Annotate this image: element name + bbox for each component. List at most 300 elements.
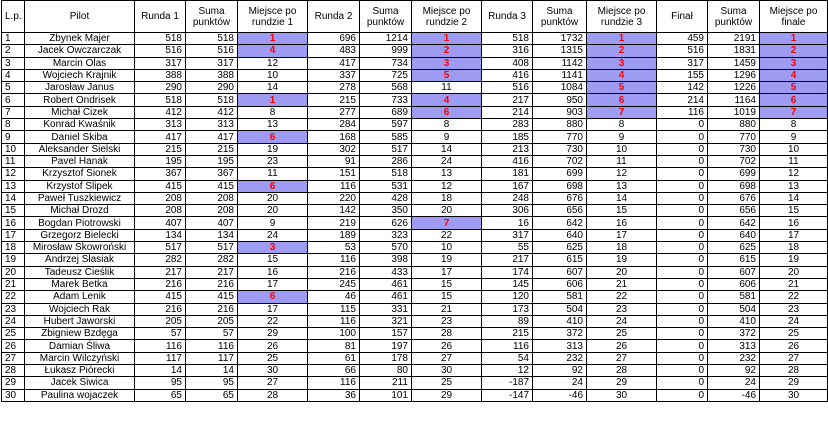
place-after-round1: 1 [238,94,308,106]
place-after-round3: 25 [587,328,657,340]
round1-score: 517 [135,242,186,254]
row-number: 13 [2,180,25,192]
place-after-final: 2 [760,45,828,57]
place-after-round2: 8 [412,119,482,131]
round3-sum: 698 [533,180,587,192]
table-row [2,229,828,241]
round3-score: 54 [482,352,533,364]
row-number: 20 [2,266,25,278]
round1-sum: 217 [186,266,238,278]
round3-sum: 1142 [533,57,587,69]
round1-score: 415 [135,180,186,192]
final-sum: 642 [708,217,760,229]
pilot-name: Łukasz Piórecki [25,365,135,377]
final-sum: 92 [708,365,760,377]
place-after-round2: 19 [412,254,482,266]
round3-sum: 699 [533,168,587,180]
pilot-name: Bogdan Piotrowski [25,217,135,229]
column-header: L.p. [2,1,25,33]
table-row [2,106,828,118]
place-after-final: 24 [760,315,828,327]
place-after-round1: 24 [238,229,308,241]
final-sum: 1164 [708,94,760,106]
round1-sum: 57 [186,328,238,340]
round1-sum: 195 [186,155,238,167]
round1-score: 290 [135,82,186,94]
final-score: 0 [657,315,708,327]
place-after-final: 15 [760,205,828,217]
row-number: 6 [2,94,25,106]
round1-score: 57 [135,328,186,340]
final-sum: 702 [708,155,760,167]
place-after-round1: 17 [238,303,308,315]
table-row [2,33,828,45]
table-row [2,242,828,254]
place-after-round3: 1 [587,33,657,45]
round3-sum: 642 [533,217,587,229]
round1-sum: 215 [186,143,238,155]
row-number: 30 [2,389,25,401]
round3-sum: 1084 [533,82,587,94]
round3-sum: 581 [533,291,587,303]
place-after-final: 4 [760,69,828,81]
round1-score: 518 [135,33,186,45]
round3-sum: 640 [533,229,587,241]
final-sum: 607 [708,266,760,278]
place-after-round2: 20 [412,205,482,217]
round2-sum: 461 [360,291,412,303]
round2-score: 696 [308,33,360,45]
round3-sum: 625 [533,242,587,254]
row-number: 4 [2,69,25,81]
place-after-round2: 13 [412,168,482,180]
pilot-name: Hubert Jaworski [25,315,135,327]
round2-sum: 331 [360,303,412,315]
place-after-round2: 15 [412,291,482,303]
table-row [2,168,828,180]
place-after-round1: 11 [238,168,308,180]
place-after-round3: 13 [587,180,657,192]
final-sum: 1296 [708,69,760,81]
round2-score: 278 [308,82,360,94]
place-after-round2: 7 [412,217,482,229]
final-sum: 1459 [708,57,760,69]
pilot-name: Marcin Wilczyński [25,352,135,364]
round2-score: 66 [308,365,360,377]
pilot-name: Konrad Kwaśnik [25,119,135,131]
table-row [2,352,828,364]
place-after-round1: 23 [238,155,308,167]
round3-score: 217 [482,94,533,106]
final-score: 0 [657,168,708,180]
round3-score: 173 [482,303,533,315]
place-after-round2: 12 [412,180,482,192]
final-score: 142 [657,82,708,94]
round2-sum: 350 [360,205,412,217]
final-sum: 410 [708,315,760,327]
round3-score: 145 [482,278,533,290]
final-score: 0 [657,266,708,278]
place-after-round3: 5 [587,82,657,94]
table-row [2,57,828,69]
place-after-final: 12 [760,168,828,180]
row-number: 26 [2,340,25,352]
round3-sum: 504 [533,303,587,315]
column-header: Pilot [25,1,135,33]
round1-score: 95 [135,377,186,389]
final-sum: 625 [708,242,760,254]
place-after-round1: 13 [238,119,308,131]
round1-score: 116 [135,340,186,352]
round1-score: 412 [135,106,186,118]
round3-sum: 880 [533,119,587,131]
place-after-round3: 2 [587,45,657,57]
place-after-round1: 25 [238,352,308,364]
table-row [2,340,828,352]
place-after-round3: 21 [587,278,657,290]
place-after-round2: 3 [412,57,482,69]
place-after-round1: 12 [238,57,308,69]
place-after-round1: 27 [238,377,308,389]
place-after-round2: 5 [412,69,482,81]
pilot-name: Marek Betka [25,278,135,290]
place-after-round2: 25 [412,377,482,389]
round1-sum: 367 [186,168,238,180]
pilot-name: Marcin Olas [25,57,135,69]
round2-score: 215 [308,94,360,106]
final-score: 516 [657,45,708,57]
place-after-round3: 17 [587,229,657,241]
final-score: 0 [657,242,708,254]
round1-sum: 216 [186,278,238,290]
table-row [2,291,828,303]
round2-score: 81 [308,340,360,352]
place-after-round2: 22 [412,229,482,241]
round3-sum: 372 [533,328,587,340]
row-number: 5 [2,82,25,94]
round2-score: 61 [308,352,360,364]
round2-sum: 999 [360,45,412,57]
place-after-round2: 17 [412,266,482,278]
round1-score: 208 [135,192,186,204]
place-after-round1: 26 [238,340,308,352]
place-after-final: 29 [760,377,828,389]
final-sum: 1226 [708,82,760,94]
round3-sum: 410 [533,315,587,327]
pilot-name: Robert Ondrisek [25,94,135,106]
final-score: 0 [657,365,708,377]
round1-score: 65 [135,389,186,401]
place-after-round3: 20 [587,266,657,278]
round2-sum: 428 [360,192,412,204]
place-after-round1: 6 [238,131,308,143]
final-sum: 232 [708,352,760,364]
place-after-round1: 6 [238,291,308,303]
round2-sum: 568 [360,82,412,94]
round3-sum: 1141 [533,69,587,81]
table-row [2,143,828,155]
row-number: 27 [2,352,25,364]
place-after-round1: 9 [238,217,308,229]
round2-sum: 178 [360,352,412,364]
round2-score: 337 [308,69,360,81]
round3-score: 283 [482,119,533,131]
place-after-round3: 4 [587,69,657,81]
round2-score: 100 [308,328,360,340]
place-after-round3: 6 [587,94,657,106]
table-body [2,33,828,402]
final-sum: 581 [708,291,760,303]
place-after-final: 19 [760,254,828,266]
row-number: 7 [2,106,25,118]
place-after-round3: 22 [587,291,657,303]
column-header: Suma punktów [186,1,238,33]
place-after-final: 3 [760,57,828,69]
table-row [2,192,828,204]
round1-score: 205 [135,315,186,327]
place-after-round3: 9 [587,131,657,143]
round2-score: 116 [308,254,360,266]
round2-score: 36 [308,389,360,401]
row-number: 3 [2,57,25,69]
final-sum: 2191 [708,33,760,45]
round1-score: 195 [135,155,186,167]
round2-sum: 689 [360,106,412,118]
pilot-name: Paulina wojaczek [25,389,135,401]
place-after-round2: 10 [412,242,482,254]
column-header: Runda 2 [308,1,360,33]
round1-score: 217 [135,266,186,278]
round3-score: 248 [482,192,533,204]
round2-sum: 101 [360,389,412,401]
column-header: Suma punktów [533,1,587,33]
table-header [2,1,828,33]
round3-score: 167 [482,180,533,192]
round2-score: 245 [308,278,360,290]
final-score: 0 [657,192,708,204]
round3-sum: 232 [533,352,587,364]
round3-score: 317 [482,229,533,241]
final-score: 0 [657,180,708,192]
place-after-final: 5 [760,82,828,94]
pilot-name: Tadeusz Cieślik [25,266,135,278]
table-row [2,82,828,94]
table-row [2,119,828,131]
round1-score: 117 [135,352,186,364]
round2-sum: 1214 [360,33,412,45]
round3-score: -187 [482,377,533,389]
round3-score: 316 [482,45,533,57]
final-score: 0 [657,254,708,266]
place-after-round2: 26 [412,340,482,352]
row-number: 18 [2,242,25,254]
pilot-name: Wojciech Krajnik [25,69,135,81]
round1-score: 216 [135,278,186,290]
pilot-name: Grzegorz Bielecki [25,229,135,241]
round2-score: 91 [308,155,360,167]
round3-sum: 1732 [533,33,587,45]
round3-score: 215 [482,328,533,340]
round1-sum: 216 [186,303,238,315]
round1-score: 313 [135,119,186,131]
round3-sum: 730 [533,143,587,155]
table-row [2,365,828,377]
round1-sum: 208 [186,192,238,204]
place-after-round3: 26 [587,340,657,352]
pilot-name: Daniel Skiba [25,131,135,143]
place-after-round2: 18 [412,192,482,204]
round3-score: 120 [482,291,533,303]
place-after-final: 21 [760,278,828,290]
place-after-round1: 6 [238,180,308,192]
place-after-round2: 30 [412,365,482,377]
place-after-final: 17 [760,229,828,241]
final-score: 0 [657,155,708,167]
round2-sum: 734 [360,57,412,69]
table-row [2,278,828,290]
round2-score: 302 [308,143,360,155]
place-after-final: 30 [760,389,828,401]
table-row [2,180,828,192]
round1-sum: 517 [186,242,238,254]
final-score: 0 [657,131,708,143]
place-after-round2: 28 [412,328,482,340]
pilot-name: Jarosław Janus [25,82,135,94]
round3-score: 416 [482,69,533,81]
round1-score: 516 [135,45,186,57]
pilot-name: Adam Lenik [25,291,135,303]
round1-score: 407 [135,217,186,229]
final-score: 0 [657,205,708,217]
place-after-final: 20 [760,266,828,278]
place-after-round2: 14 [412,143,482,155]
place-after-round1: 30 [238,365,308,377]
round2-sum: 461 [360,278,412,290]
final-sum: 1019 [708,106,760,118]
column-header: Miejsce po finale [760,1,828,33]
final-sum: 606 [708,278,760,290]
final-sum: 880 [708,119,760,131]
pilot-name: Pavel Hanak [25,155,135,167]
round1-sum: 415 [186,180,238,192]
place-after-final: 13 [760,180,828,192]
final-sum: 698 [708,180,760,192]
round3-sum: -46 [533,389,587,401]
table-row [2,303,828,315]
final-sum: 24 [708,377,760,389]
place-after-round2: 23 [412,315,482,327]
round1-sum: 388 [186,69,238,81]
round3-score: 89 [482,315,533,327]
round1-sum: 205 [186,315,238,327]
place-after-round3: 19 [587,254,657,266]
round3-sum: 702 [533,155,587,167]
round3-score: 306 [482,205,533,217]
round2-sum: 570 [360,242,412,254]
place-after-round1: 29 [238,328,308,340]
place-after-round1: 16 [238,266,308,278]
place-after-round2: 9 [412,131,482,143]
round2-score: 219 [308,217,360,229]
final-score: 459 [657,33,708,45]
column-header: Runda 3 [482,1,533,33]
round3-sum: 770 [533,131,587,143]
round3-score: 213 [482,143,533,155]
place-after-round1: 10 [238,69,308,81]
round3-score: 516 [482,82,533,94]
final-sum: -46 [708,389,760,401]
place-after-round3: 8 [587,119,657,131]
round3-sum: 607 [533,266,587,278]
place-after-final: 23 [760,303,828,315]
round2-sum: 518 [360,168,412,180]
table-row [2,389,828,401]
round3-sum: 313 [533,340,587,352]
column-header: Runda 1 [135,1,186,33]
place-after-final: 22 [760,291,828,303]
place-after-final: 1 [760,33,828,45]
place-after-final: 7 [760,106,828,118]
final-score: 0 [657,119,708,131]
table-row [2,377,828,389]
round1-score: 282 [135,254,186,266]
round3-score: 12 [482,365,533,377]
round2-sum: 733 [360,94,412,106]
round1-score: 518 [135,94,186,106]
round3-score: 55 [482,242,533,254]
round3-sum: 656 [533,205,587,217]
round1-sum: 317 [186,57,238,69]
row-number: 28 [2,365,25,377]
place-after-final: 27 [760,352,828,364]
round2-sum: 80 [360,365,412,377]
round3-sum: 1315 [533,45,587,57]
table-row [2,205,828,217]
place-after-final: 9 [760,131,828,143]
round2-sum: 517 [360,143,412,155]
round2-score: 417 [308,57,360,69]
final-score: 0 [657,303,708,315]
place-after-round3: 27 [587,352,657,364]
pilot-name: Krzysztof Sionek [25,168,135,180]
place-after-final: 26 [760,340,828,352]
place-after-round3: 3 [587,57,657,69]
final-sum: 1831 [708,45,760,57]
round1-score: 215 [135,143,186,155]
round1-sum: 290 [186,82,238,94]
round1-sum: 208 [186,205,238,217]
row-number: 21 [2,278,25,290]
round2-score: 116 [308,180,360,192]
row-number: 1 [2,33,25,45]
place-after-round2: 1 [412,33,482,45]
place-after-round1: 15 [238,254,308,266]
round2-score: 46 [308,291,360,303]
table-row [2,155,828,167]
round2-score: 168 [308,131,360,143]
pilot-name: Zbigniew Bzdęga [25,328,135,340]
round3-sum: 950 [533,94,587,106]
round1-sum: 313 [186,119,238,131]
round2-sum: 211 [360,377,412,389]
round3-sum: 606 [533,278,587,290]
round3-score: 217 [482,254,533,266]
round1-sum: 116 [186,340,238,352]
round3-score: 518 [482,33,533,45]
place-after-final: 8 [760,119,828,131]
round2-sum: 725 [360,69,412,81]
row-number: 12 [2,168,25,180]
